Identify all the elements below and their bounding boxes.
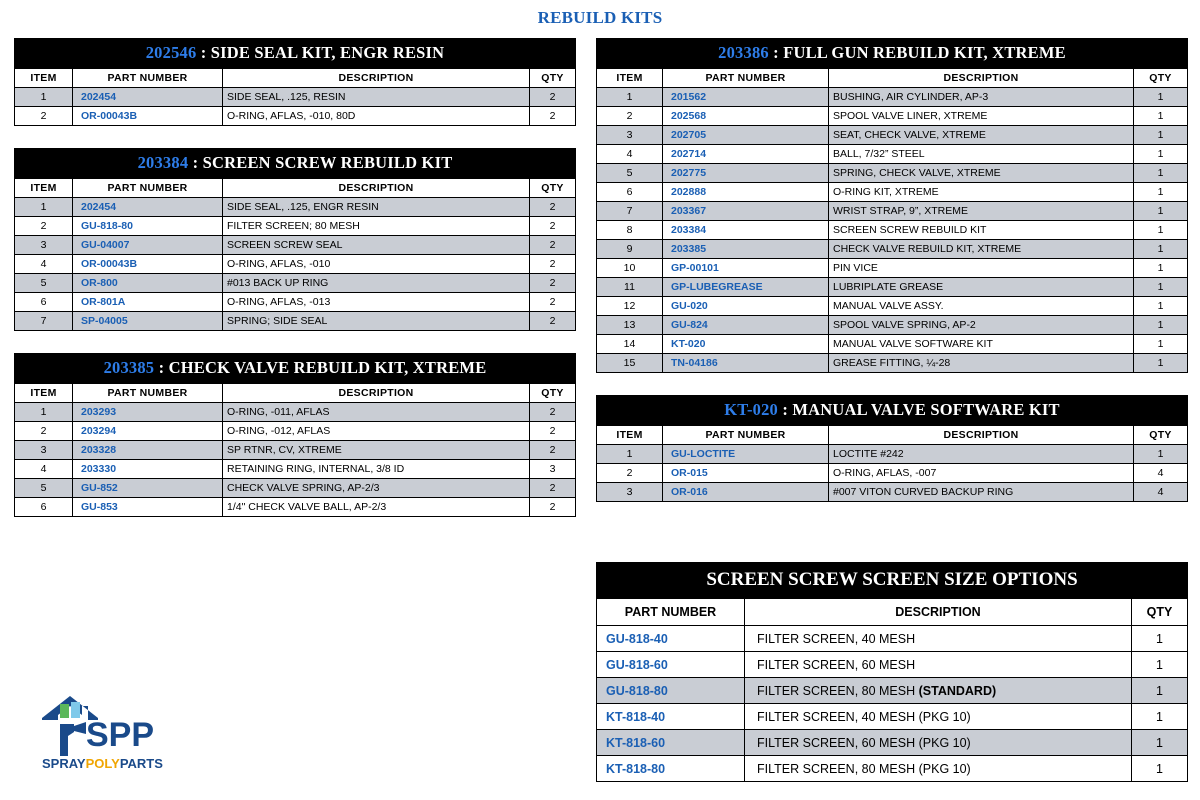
cell-part: GU-818-60 bbox=[597, 652, 745, 678]
cell-desc: #007 VITON CURVED BACKUP RING bbox=[829, 483, 1134, 502]
cell-part: GU-824 bbox=[663, 316, 829, 335]
cell-item: 14 bbox=[597, 335, 663, 354]
col-part: PART NUMBER bbox=[73, 384, 223, 403]
table-row bbox=[597, 126, 1188, 145]
kit-title-202546: 202546 : SIDE SEAL KIT, ENGR RESIN bbox=[14, 38, 576, 68]
cell-qty: 2 bbox=[530, 312, 576, 331]
cell-item: 8 bbox=[597, 221, 663, 240]
cell-part: 203330 bbox=[73, 460, 223, 479]
cell-desc: CHECK VALVE REBUILD KIT, XTREME bbox=[829, 240, 1134, 259]
cell-part: 203294 bbox=[73, 422, 223, 441]
table-row bbox=[15, 422, 576, 441]
cell-desc: PIN VICE bbox=[829, 259, 1134, 278]
table-row bbox=[597, 704, 1188, 730]
table-row bbox=[597, 297, 1188, 316]
cell-item: 5 bbox=[15, 479, 73, 498]
kit-table-202546 bbox=[14, 38, 576, 126]
kit-table-203384 bbox=[14, 148, 576, 331]
cell-item: 13 bbox=[597, 316, 663, 335]
table-row bbox=[597, 278, 1188, 297]
spp-logo-graphic bbox=[30, 684, 190, 776]
cell-part: GU-818-40 bbox=[597, 626, 745, 652]
col-desc: DESCRIPTION bbox=[745, 599, 1132, 626]
table-row bbox=[15, 460, 576, 479]
cell-item: 2 bbox=[15, 422, 73, 441]
kit-title-kt-020: KT-020 : MANUAL VALVE SOFTWARE KIT bbox=[596, 395, 1188, 425]
cell-qty: 1 bbox=[1134, 221, 1188, 240]
col-part: PART NUMBER bbox=[663, 69, 829, 88]
cell-part: OR-00043B bbox=[73, 107, 223, 126]
cell-part: 202568 bbox=[663, 107, 829, 126]
cell-part: GU-020 bbox=[663, 297, 829, 316]
cell-qty: 1 bbox=[1134, 107, 1188, 126]
cell-part: KT-818-80 bbox=[597, 756, 745, 782]
col-part: PART NUMBER bbox=[597, 599, 745, 626]
cell-item: 5 bbox=[597, 164, 663, 183]
table-row bbox=[597, 483, 1188, 502]
cell-desc: SP RTNR, CV, XTREME bbox=[223, 441, 530, 460]
table-row bbox=[597, 259, 1188, 278]
table-row bbox=[15, 255, 576, 274]
cell-item: 6 bbox=[15, 293, 73, 312]
cell-part: 202454 bbox=[73, 88, 223, 107]
cell-desc: SEAT, CHECK VALVE, XTREME bbox=[829, 126, 1134, 145]
cell-qty: 1 bbox=[1134, 445, 1188, 464]
cell-qty: 2 bbox=[530, 217, 576, 236]
cell-part: GU-818-80 bbox=[73, 217, 223, 236]
table-row bbox=[597, 202, 1188, 221]
cell-desc: SCREEN SCREW SEAL bbox=[223, 236, 530, 255]
cell-item: 2 bbox=[15, 217, 73, 236]
cell-desc bbox=[745, 652, 1132, 678]
desc-bold: (STANDARD) bbox=[918, 683, 997, 698]
cell-qty: 2 bbox=[530, 236, 576, 255]
cell-part: GU-853 bbox=[73, 498, 223, 517]
table-row bbox=[15, 107, 576, 126]
page-title: REBUILD KITS bbox=[537, 8, 663, 27]
cell-desc: SIDE SEAL, .125, RESIN bbox=[223, 88, 530, 107]
cell-desc bbox=[745, 756, 1132, 782]
cell-desc: BUSHING, AIR CYLINDER, AP-3 bbox=[829, 88, 1134, 107]
cell-item: 3 bbox=[597, 483, 663, 502]
col-part: PART NUMBER bbox=[73, 179, 223, 198]
cell-item: 3 bbox=[597, 126, 663, 145]
kit-name: SIDE SEAL KIT, ENGR RESIN bbox=[210, 43, 445, 62]
cell-desc: BALL, 7/32” STEEL bbox=[829, 145, 1134, 164]
cell-qty: 1 bbox=[1132, 704, 1188, 730]
cell-desc: MANUAL VALVE ASSY. bbox=[829, 297, 1134, 316]
cell-item: 7 bbox=[597, 202, 663, 221]
cell-item: 1 bbox=[597, 88, 663, 107]
cell-part: GU-852 bbox=[73, 479, 223, 498]
cell-qty: 1 bbox=[1132, 678, 1188, 704]
cell-part: SP-04005 bbox=[73, 312, 223, 331]
cell-desc: SPRING, CHECK VALVE, XTREME bbox=[829, 164, 1134, 183]
cell-part: GP-LUBEGREASE bbox=[663, 278, 829, 297]
col-part: PART NUMBER bbox=[73, 69, 223, 88]
cell-desc: O-RING, AFLAS, -010, 80D bbox=[223, 107, 530, 126]
cell-qty: 1 bbox=[1134, 164, 1188, 183]
col-item: ITEM bbox=[597, 69, 663, 88]
cell-desc: #013 BACK UP RING bbox=[223, 274, 530, 293]
cell-item: 1 bbox=[15, 403, 73, 422]
nozzle-tip-icon bbox=[74, 722, 86, 734]
table-row bbox=[597, 335, 1188, 354]
kit-name: SCREEN SCREW REBUILD KIT bbox=[202, 153, 453, 172]
table-row bbox=[15, 498, 576, 517]
col-item: ITEM bbox=[15, 384, 73, 403]
col-desc: DESCRIPTION bbox=[223, 69, 530, 88]
kit-name: CHECK VALVE REBUILD KIT, XTREME bbox=[168, 358, 487, 377]
col-qty: QTY bbox=[530, 69, 576, 88]
table-row bbox=[597, 88, 1188, 107]
cell-qty: 2 bbox=[530, 498, 576, 517]
cell-qty: 2 bbox=[530, 198, 576, 217]
cell-desc bbox=[745, 678, 1132, 704]
cell-qty: 1 bbox=[1134, 145, 1188, 164]
cell-qty: 3 bbox=[530, 460, 576, 479]
table-header-row bbox=[597, 599, 1188, 626]
cell-part: 201562 bbox=[663, 88, 829, 107]
cell-desc: 1/4" CHECK VALVE BALL, AP-2/3 bbox=[223, 498, 530, 517]
kit-number: 203384 bbox=[137, 153, 189, 172]
cell-item: 5 bbox=[15, 274, 73, 293]
cell-part: 203385 bbox=[663, 240, 829, 259]
col-desc: DESCRIPTION bbox=[829, 69, 1134, 88]
cell-item: 2 bbox=[597, 464, 663, 483]
desc-text: FILTER SCREEN, 80 MESH (PKG 10) bbox=[757, 761, 971, 776]
table-row bbox=[597, 756, 1188, 782]
col-qty: QTY bbox=[1134, 69, 1188, 88]
cell-qty: 2 bbox=[530, 422, 576, 441]
table-row bbox=[15, 312, 576, 331]
kit-title-203386: 203386 : FULL GUN REBUILD KIT, XTREME bbox=[596, 38, 1188, 68]
cell-part: TN-04186 bbox=[663, 354, 829, 373]
cell-qty: 2 bbox=[530, 107, 576, 126]
table-row bbox=[597, 240, 1188, 259]
cell-qty: 1 bbox=[1134, 240, 1188, 259]
table-row bbox=[15, 198, 576, 217]
cell-qty: 1 bbox=[1134, 259, 1188, 278]
cell-qty: 2 bbox=[530, 274, 576, 293]
spp-logo bbox=[30, 684, 190, 776]
table-header-row bbox=[15, 384, 576, 403]
cell-qty: 1 bbox=[1132, 652, 1188, 678]
kit-table-203386 bbox=[596, 38, 1188, 373]
kit-table-kt-020 bbox=[596, 395, 1188, 502]
col-qty: QTY bbox=[530, 384, 576, 403]
cell-qty: 2 bbox=[530, 479, 576, 498]
cell-desc: CHECK VALVE SPRING, AP-2/3 bbox=[223, 479, 530, 498]
table-header-row bbox=[597, 426, 1188, 445]
table-row bbox=[15, 479, 576, 498]
cell-part: KT-818-40 bbox=[597, 704, 745, 730]
left-column bbox=[14, 38, 576, 539]
table-row bbox=[15, 274, 576, 293]
cell-desc: SPOOL VALVE SPRING, AP-2 bbox=[829, 316, 1134, 335]
cell-desc: O-RING, AFLAS, -010 bbox=[223, 255, 530, 274]
desc-text: FILTER SCREEN, 40 MESH bbox=[757, 631, 916, 646]
table-row bbox=[15, 293, 576, 312]
cell-desc: LUBRIPLATE GREASE bbox=[829, 278, 1134, 297]
cell-desc: RETAINING RING, INTERNAL, 3/8 ID bbox=[223, 460, 530, 479]
cell-part: OR-801A bbox=[73, 293, 223, 312]
kit-name: MANUAL VALVE SOFTWARE KIT bbox=[792, 400, 1060, 419]
kit-number: KT-020 bbox=[724, 400, 779, 419]
cell-item: 7 bbox=[15, 312, 73, 331]
cell-part: 203367 bbox=[663, 202, 829, 221]
cell-desc: O-RING, AFLAS, -013 bbox=[223, 293, 530, 312]
right-column bbox=[596, 38, 1188, 524]
table-row bbox=[597, 678, 1188, 704]
cell-item: 1 bbox=[15, 88, 73, 107]
table-row bbox=[597, 445, 1188, 464]
table-row bbox=[597, 316, 1188, 335]
cell-qty: 2 bbox=[530, 88, 576, 107]
cell-qty: 1 bbox=[1132, 626, 1188, 652]
cell-qty: 1 bbox=[1134, 202, 1188, 221]
cell-part: 202775 bbox=[663, 164, 829, 183]
table-row bbox=[597, 107, 1188, 126]
cell-part: 202714 bbox=[663, 145, 829, 164]
logo-tagline: SPRAYPOLYPARTS bbox=[42, 756, 163, 771]
desc-text: FILTER SCREEN, 80 MESH bbox=[757, 683, 919, 698]
table-header-row bbox=[15, 179, 576, 198]
cell-part: KT-020 bbox=[663, 335, 829, 354]
cell-desc: GREASE FITTING, ¼-28 bbox=[829, 354, 1134, 373]
screen-size-options-table bbox=[596, 562, 1188, 782]
table-row bbox=[15, 236, 576, 255]
desc-text: FILTER SCREEN, 40 MESH (PKG 10) bbox=[757, 709, 971, 724]
cell-qty: 1 bbox=[1134, 183, 1188, 202]
col-qty: QTY bbox=[530, 179, 576, 198]
table-header-row bbox=[597, 69, 1188, 88]
cell-item: 4 bbox=[15, 460, 73, 479]
cell-item: 2 bbox=[597, 107, 663, 126]
table-row bbox=[597, 464, 1188, 483]
cell-qty: 2 bbox=[530, 293, 576, 312]
kit-name: FULL GUN REBUILD KIT, XTREME bbox=[783, 43, 1066, 62]
cell-part: GU-LOCTITE bbox=[663, 445, 829, 464]
screen-size-options-section bbox=[596, 562, 1188, 782]
table-row bbox=[597, 730, 1188, 756]
blue-block-icon bbox=[71, 702, 80, 718]
table-row bbox=[15, 88, 576, 107]
cell-item: 12 bbox=[597, 297, 663, 316]
cell-part: 203384 bbox=[663, 221, 829, 240]
cell-part: OR-800 bbox=[73, 274, 223, 293]
col-qty: QTY bbox=[1134, 426, 1188, 445]
cell-qty: 1 bbox=[1132, 756, 1188, 782]
logo-text: SPP bbox=[86, 716, 155, 754]
col-item: ITEM bbox=[597, 426, 663, 445]
cell-item: 6 bbox=[15, 498, 73, 517]
table-header-row bbox=[15, 69, 576, 88]
cell-item: 11 bbox=[597, 278, 663, 297]
cell-item: 9 bbox=[597, 240, 663, 259]
kit-number: 203385 bbox=[103, 358, 155, 377]
cell-desc: WRIST STRAP, 9”, XTREME bbox=[829, 202, 1134, 221]
cell-item: 1 bbox=[597, 445, 663, 464]
table-row bbox=[597, 164, 1188, 183]
cell-qty: 4 bbox=[1134, 483, 1188, 502]
cell-desc: SPRING; SIDE SEAL bbox=[223, 312, 530, 331]
options-title: SCREEN SCREW SCREEN SIZE OPTIONS bbox=[596, 562, 1188, 598]
cell-part: 202888 bbox=[663, 183, 829, 202]
col-desc: DESCRIPTION bbox=[223, 384, 530, 403]
table-row bbox=[15, 403, 576, 422]
cell-qty: 1 bbox=[1134, 88, 1188, 107]
table-row bbox=[597, 626, 1188, 652]
cell-part: 202454 bbox=[73, 198, 223, 217]
cell-qty: 2 bbox=[530, 255, 576, 274]
cell-part: KT-818-60 bbox=[597, 730, 745, 756]
desc-text: FILTER SCREEN, 60 MESH bbox=[757, 657, 916, 672]
cell-part: 203293 bbox=[73, 403, 223, 422]
table-row bbox=[597, 183, 1188, 202]
cell-item: 1 bbox=[15, 198, 73, 217]
kit-title-203384: 203384 : SCREEN SCREW REBUILD KIT bbox=[14, 148, 576, 178]
cell-desc: FILTER SCREEN; 80 MESH bbox=[223, 217, 530, 236]
cell-qty: 2 bbox=[530, 403, 576, 422]
nozzle-icon bbox=[60, 724, 74, 756]
cell-qty: 1 bbox=[1134, 297, 1188, 316]
cell-desc: O-RING, -012, AFLAS bbox=[223, 422, 530, 441]
cell-qty: 1 bbox=[1134, 278, 1188, 297]
kit-number: 202546 bbox=[145, 43, 197, 62]
cell-desc: MANUAL VALVE SOFTWARE KIT bbox=[829, 335, 1134, 354]
cell-qty: 1 bbox=[1134, 316, 1188, 335]
col-qty: QTY bbox=[1132, 599, 1188, 626]
cell-qty: 4 bbox=[1134, 464, 1188, 483]
table-row bbox=[15, 217, 576, 236]
cell-item: 10 bbox=[597, 259, 663, 278]
col-desc: DESCRIPTION bbox=[223, 179, 530, 198]
cell-item: 4 bbox=[15, 255, 73, 274]
cell-qty: 1 bbox=[1134, 335, 1188, 354]
green-block-icon bbox=[60, 704, 69, 718]
cell-part: GU-818-80 bbox=[597, 678, 745, 704]
col-part: PART NUMBER bbox=[663, 426, 829, 445]
table-row bbox=[597, 354, 1188, 373]
cell-item: 6 bbox=[597, 183, 663, 202]
cell-desc: SCREEN SCREW REBUILD KIT bbox=[829, 221, 1134, 240]
cell-part: OR-015 bbox=[663, 464, 829, 483]
cell-part: OR-016 bbox=[663, 483, 829, 502]
cell-qty: 1 bbox=[1132, 730, 1188, 756]
table-row bbox=[597, 221, 1188, 240]
cell-qty: 2 bbox=[530, 441, 576, 460]
cell-desc: O-RING, -011, AFLAS bbox=[223, 403, 530, 422]
cell-part: 203328 bbox=[73, 441, 223, 460]
cell-item: 15 bbox=[597, 354, 663, 373]
cell-desc: SIDE SEAL, .125, ENGR RESIN bbox=[223, 198, 530, 217]
cell-part: OR-00043B bbox=[73, 255, 223, 274]
kit-title-203385: 203385 : CHECK VALVE REBUILD KIT, XTREME bbox=[14, 353, 576, 383]
cell-desc bbox=[745, 626, 1132, 652]
cell-desc: SPOOL VALVE LINER, XTREME bbox=[829, 107, 1134, 126]
col-item: ITEM bbox=[15, 69, 73, 88]
cell-desc: LOCTITE #242 bbox=[829, 445, 1134, 464]
cell-item: 3 bbox=[15, 236, 73, 255]
cell-desc bbox=[745, 704, 1132, 730]
table-row bbox=[15, 441, 576, 460]
kit-table-203385 bbox=[14, 353, 576, 517]
cell-item: 2 bbox=[15, 107, 73, 126]
cell-part: GU-04007 bbox=[73, 236, 223, 255]
cell-qty: 1 bbox=[1134, 126, 1188, 145]
cell-part: GP-00101 bbox=[663, 259, 829, 278]
cell-desc bbox=[745, 730, 1132, 756]
table-row bbox=[597, 652, 1188, 678]
table-row bbox=[597, 145, 1188, 164]
kit-number: 203386 bbox=[718, 43, 769, 62]
cell-item: 3 bbox=[15, 441, 73, 460]
cell-item: 4 bbox=[597, 145, 663, 164]
cell-qty: 1 bbox=[1134, 354, 1188, 373]
col-desc: DESCRIPTION bbox=[829, 426, 1134, 445]
col-item: ITEM bbox=[15, 179, 73, 198]
cell-desc: O-RING, AFLAS, -007 bbox=[829, 464, 1134, 483]
cell-desc: O-RING KIT, XTREME bbox=[829, 183, 1134, 202]
desc-text: FILTER SCREEN, 60 MESH (PKG 10) bbox=[757, 735, 971, 750]
cell-part: 202705 bbox=[663, 126, 829, 145]
